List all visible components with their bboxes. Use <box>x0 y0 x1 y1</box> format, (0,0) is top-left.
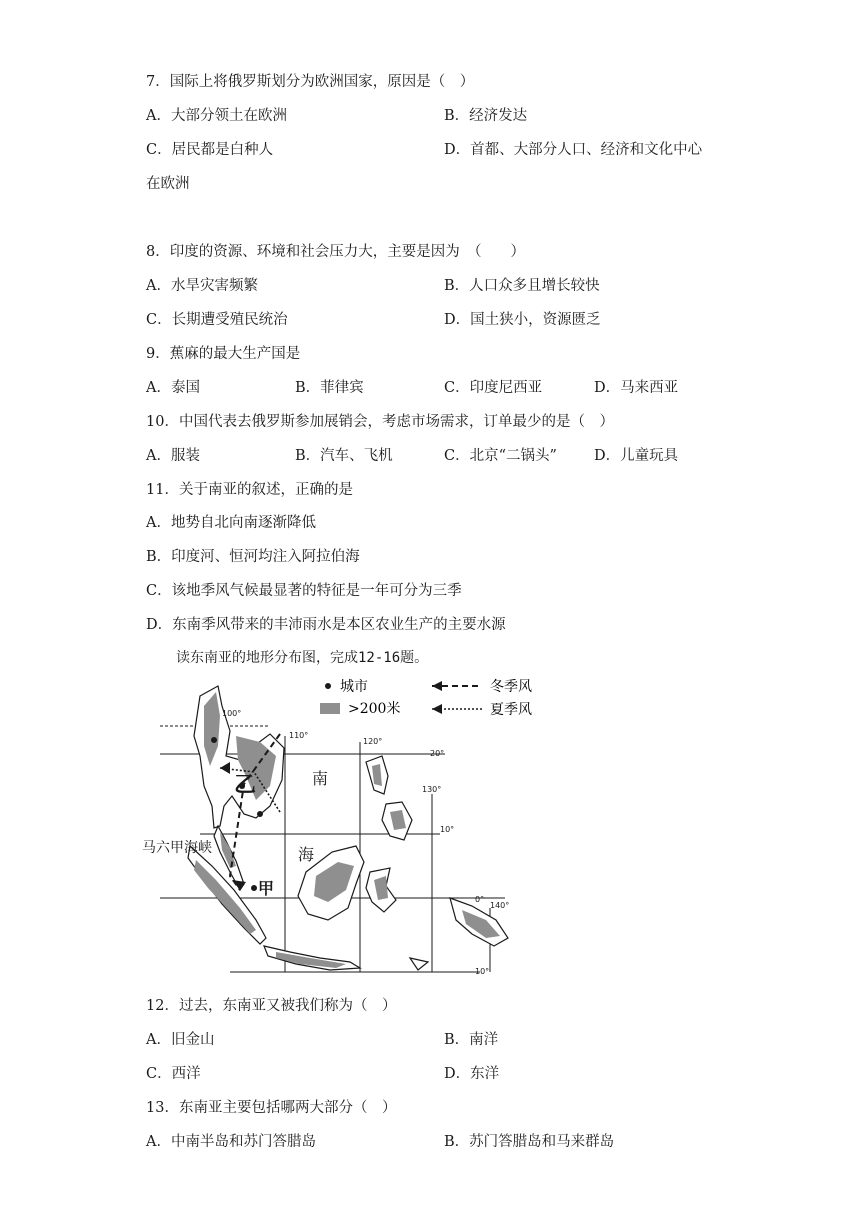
question-8-option-a: A．水旱灾害频繁 <box>146 278 258 294</box>
question-9-option-d: D．马来西亚 <box>594 380 679 396</box>
legend-city-dot <box>325 683 331 689</box>
deg-120-label: 120° <box>363 737 383 746</box>
question-10-option-c: C．北京“二锅头” <box>444 448 557 464</box>
question-7-option-d-continued: 在欧洲 <box>146 176 190 192</box>
land-masses <box>188 686 508 970</box>
question-7-stem: 7．国际上将俄罗斯划分为欧洲国家，原因是（ ） <box>146 74 475 90</box>
label-hai: 海 <box>298 845 315 864</box>
question-7-option-d: D．首都、大部分人口、经济和文化中心 <box>444 142 703 158</box>
question-7-option-c: C．居民都是白种人 <box>146 142 274 158</box>
city-dot-yangon <box>211 737 217 743</box>
deg-100-label: 100° <box>222 709 242 718</box>
question-11-option-a: A．地势自北向南逐渐降低 <box>146 515 316 531</box>
question-10-option-a: A．服装 <box>146 448 200 464</box>
map-intro-text: 读东南亚的地形分布图，完成12-16题。 <box>176 650 429 666</box>
deg-minus10-label: 10° <box>475 967 490 976</box>
legend-city-label: 城市 <box>340 679 368 695</box>
question-11-option-b: B．印度河、恒河均注入阿拉伯海 <box>146 549 360 565</box>
question-13-option-b: B．苏门答腊岛和马来群岛 <box>444 1134 615 1150</box>
elev-sumatra <box>194 860 256 934</box>
question-13-option-a: A．中南半岛和苏门答腊岛 <box>146 1134 316 1150</box>
question-7-option-a: A．大部分领土在欧洲 <box>146 108 287 124</box>
legend-elevation-swatch <box>320 703 340 714</box>
elev-malaya <box>220 832 236 868</box>
label-jia: 甲 <box>258 879 275 898</box>
question-9-option-c: C．印度尼西亚 <box>444 380 543 396</box>
question-11-stem: 11．关于南亚的叙述，正确的是 <box>146 482 353 498</box>
deg-20-label: 20° <box>430 749 445 758</box>
deg-0-label: 0° <box>475 895 485 904</box>
question-12-option-c: C．西洋 <box>146 1066 201 1082</box>
question-9-stem: 9．蕉麻的最大生产国是 <box>146 346 301 362</box>
question-12-option-b: B．南洋 <box>444 1032 499 1048</box>
city-dot-saigon <box>257 811 263 817</box>
label-yi: 乙 <box>234 772 257 798</box>
question-11-option-c: C．该地季风气候最显著的特征是一年可分为三季 <box>146 583 462 599</box>
deg-110-label: 110° <box>289 731 309 740</box>
question-10-option-b: B．汽车、飞机 <box>295 448 393 464</box>
question-9-option-b: B．菲律宾 <box>295 380 364 396</box>
question-9-option-a: A．泰国 <box>146 380 200 396</box>
question-10-stem: 10．中国代表去俄罗斯参加展销会，考虑市场需求，订单最少的是（ ） <box>146 414 614 430</box>
question-8-stem: 8．印度的资源、环境和社会压力大，主要是因为 （ ） <box>146 244 525 260</box>
question-7-option-b: B．经济发达 <box>444 108 528 124</box>
legend-summer-label: 夏季风 <box>490 702 532 718</box>
deg-130-label: 130° <box>422 785 442 794</box>
legend-winter-head <box>432 681 442 691</box>
question-12-option-a: A．旧金山 <box>146 1032 215 1048</box>
timor-outline <box>410 958 428 970</box>
question-12-option-d: D．东洋 <box>444 1066 500 1082</box>
question-12-stem: 12．过去，东南亚又被我们称为（ ） <box>146 998 397 1014</box>
southeast-asia-terrain-map <box>142 676 532 978</box>
question-10-option-d: D．儿童玩具 <box>594 448 679 464</box>
deg-10-label: 10° <box>440 825 455 834</box>
question-8-option-b: B．人口众多且增长较快 <box>444 278 600 294</box>
question-8-option-d: D．国土狭小，资源匮乏 <box>444 312 601 328</box>
legend-summer-head <box>432 704 442 714</box>
city-dot-jia <box>251 885 257 891</box>
map-svg <box>142 676 532 978</box>
deg-140-label: 140° <box>490 901 510 910</box>
question-8-option-c: C．长期遭受殖民统治 <box>146 312 288 328</box>
map-legend <box>320 679 532 718</box>
question-11-option-d: D．东南季风带来的丰沛雨水是本区农业生产的主要水源 <box>146 617 506 633</box>
malacca-strait-label: 马六甲海峡 <box>142 840 212 856</box>
legend-winter-label: 冬季风 <box>490 679 532 695</box>
legend-elevation-label: >200米 <box>348 701 401 717</box>
label-nan: 南 <box>312 769 329 788</box>
question-13-stem: 13．东南亚主要包括哪两大部分（ ） <box>146 1100 397 1116</box>
